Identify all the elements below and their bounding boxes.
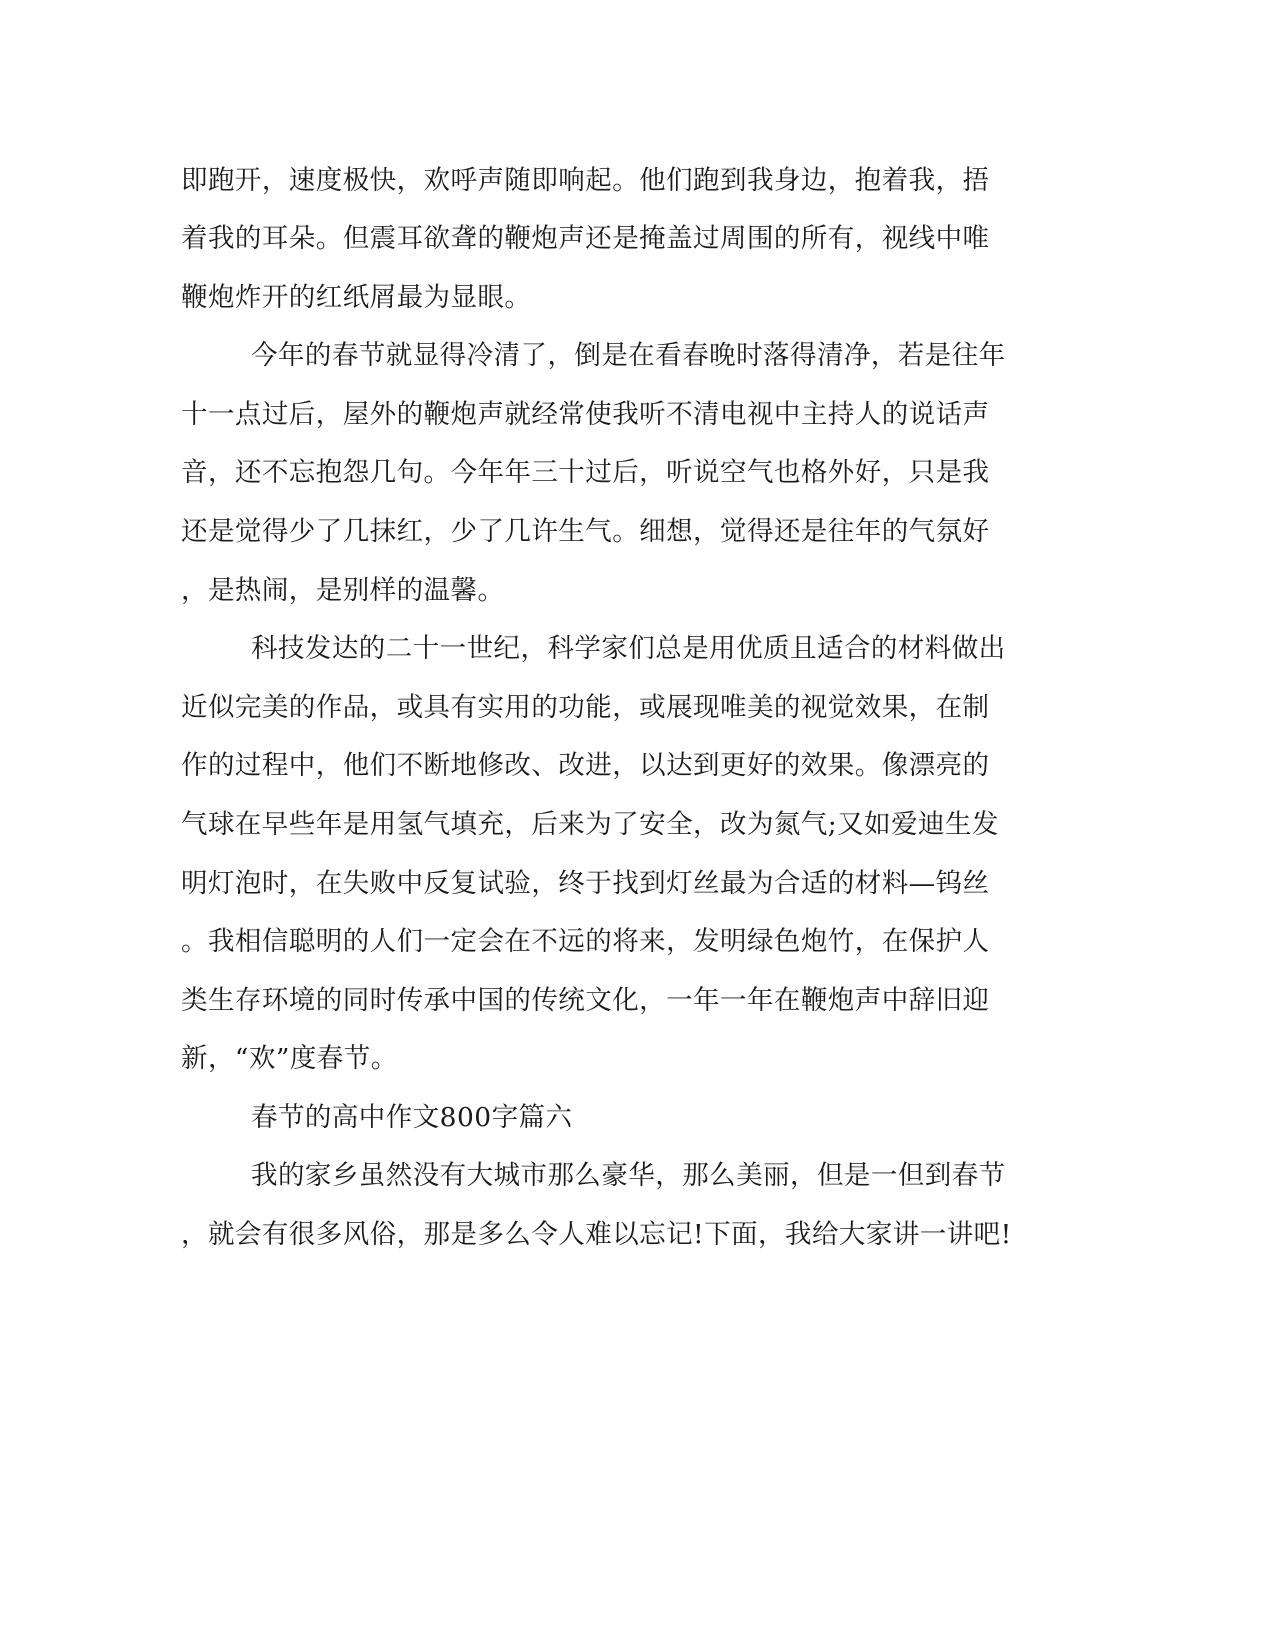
text-line: ，就会有很多风俗，那是多么令人难以忘记!下面，我给大家讲一讲吧! xyxy=(181,1219,1012,1250)
text-line: 还是觉得少了几抹红，少了几许生气。细想，觉得还是往年的气氛好 xyxy=(181,516,990,547)
text-line: 作的过程中，他们不断地修改、改进，以达到更好的效果。像漂亮的 xyxy=(181,750,990,781)
paragraph-first-line: 我的家乡虽然没有大城市那么豪华，那么美丽，但是一但到春节 xyxy=(251,1160,1006,1191)
text-line: 明灯泡时，在失败中反复试验，终于找到灯丝最为合适的材料—钨丝 xyxy=(181,868,990,899)
text-line: 类生存环境的同时传承中国的传统文化，一年一年在鞭炮声中辞旧迎 xyxy=(181,985,990,1016)
text-line: ，是热闹，是别样的温馨。 xyxy=(181,575,505,606)
text-line: 新，“欢”度春节。 xyxy=(181,1043,398,1074)
text-line: 气球在早些年是用氢气填充，后来为了安全，改为氮气;又如爱迪生发 xyxy=(181,809,999,840)
text-line: 近似完美的作品，或具有实用的功能，或展现唯美的视觉效果，在制 xyxy=(181,692,990,723)
text-line: 。我相信聪明的人们一定会在不远的将来，发明绿色炮竹，在保护人 xyxy=(181,926,990,957)
text-line: 音，还不忘抱怨几句。今年年三十过后，听说空气也格外好，只是我 xyxy=(181,457,990,488)
text-line: 十一点过后，屋外的鞭炮声就经常使我听不清电视中主持人的说话声 xyxy=(181,399,990,430)
paragraph-first-line: 科技发达的二十一世纪，科学家们总是用优质且适合的材料做出 xyxy=(251,633,1006,664)
text-line: 鞭炮炸开的红纸屑最为显眼。 xyxy=(181,282,532,313)
text-line: 着我的耳朵。但震耳欲聋的鞭炮声还是掩盖过周围的所有，视线中唯 xyxy=(181,223,990,254)
paragraph-first-line: 今年的春节就显得冷清了，倒是在看春晚时落得清净，若是往年 xyxy=(251,340,1006,371)
text-line: 即跑开，速度极快，欢呼声随即响起。他们跑到我身边，抱着我，捂 xyxy=(181,165,990,196)
section-heading: 春节的高中作文800字篇六 xyxy=(251,1102,573,1133)
